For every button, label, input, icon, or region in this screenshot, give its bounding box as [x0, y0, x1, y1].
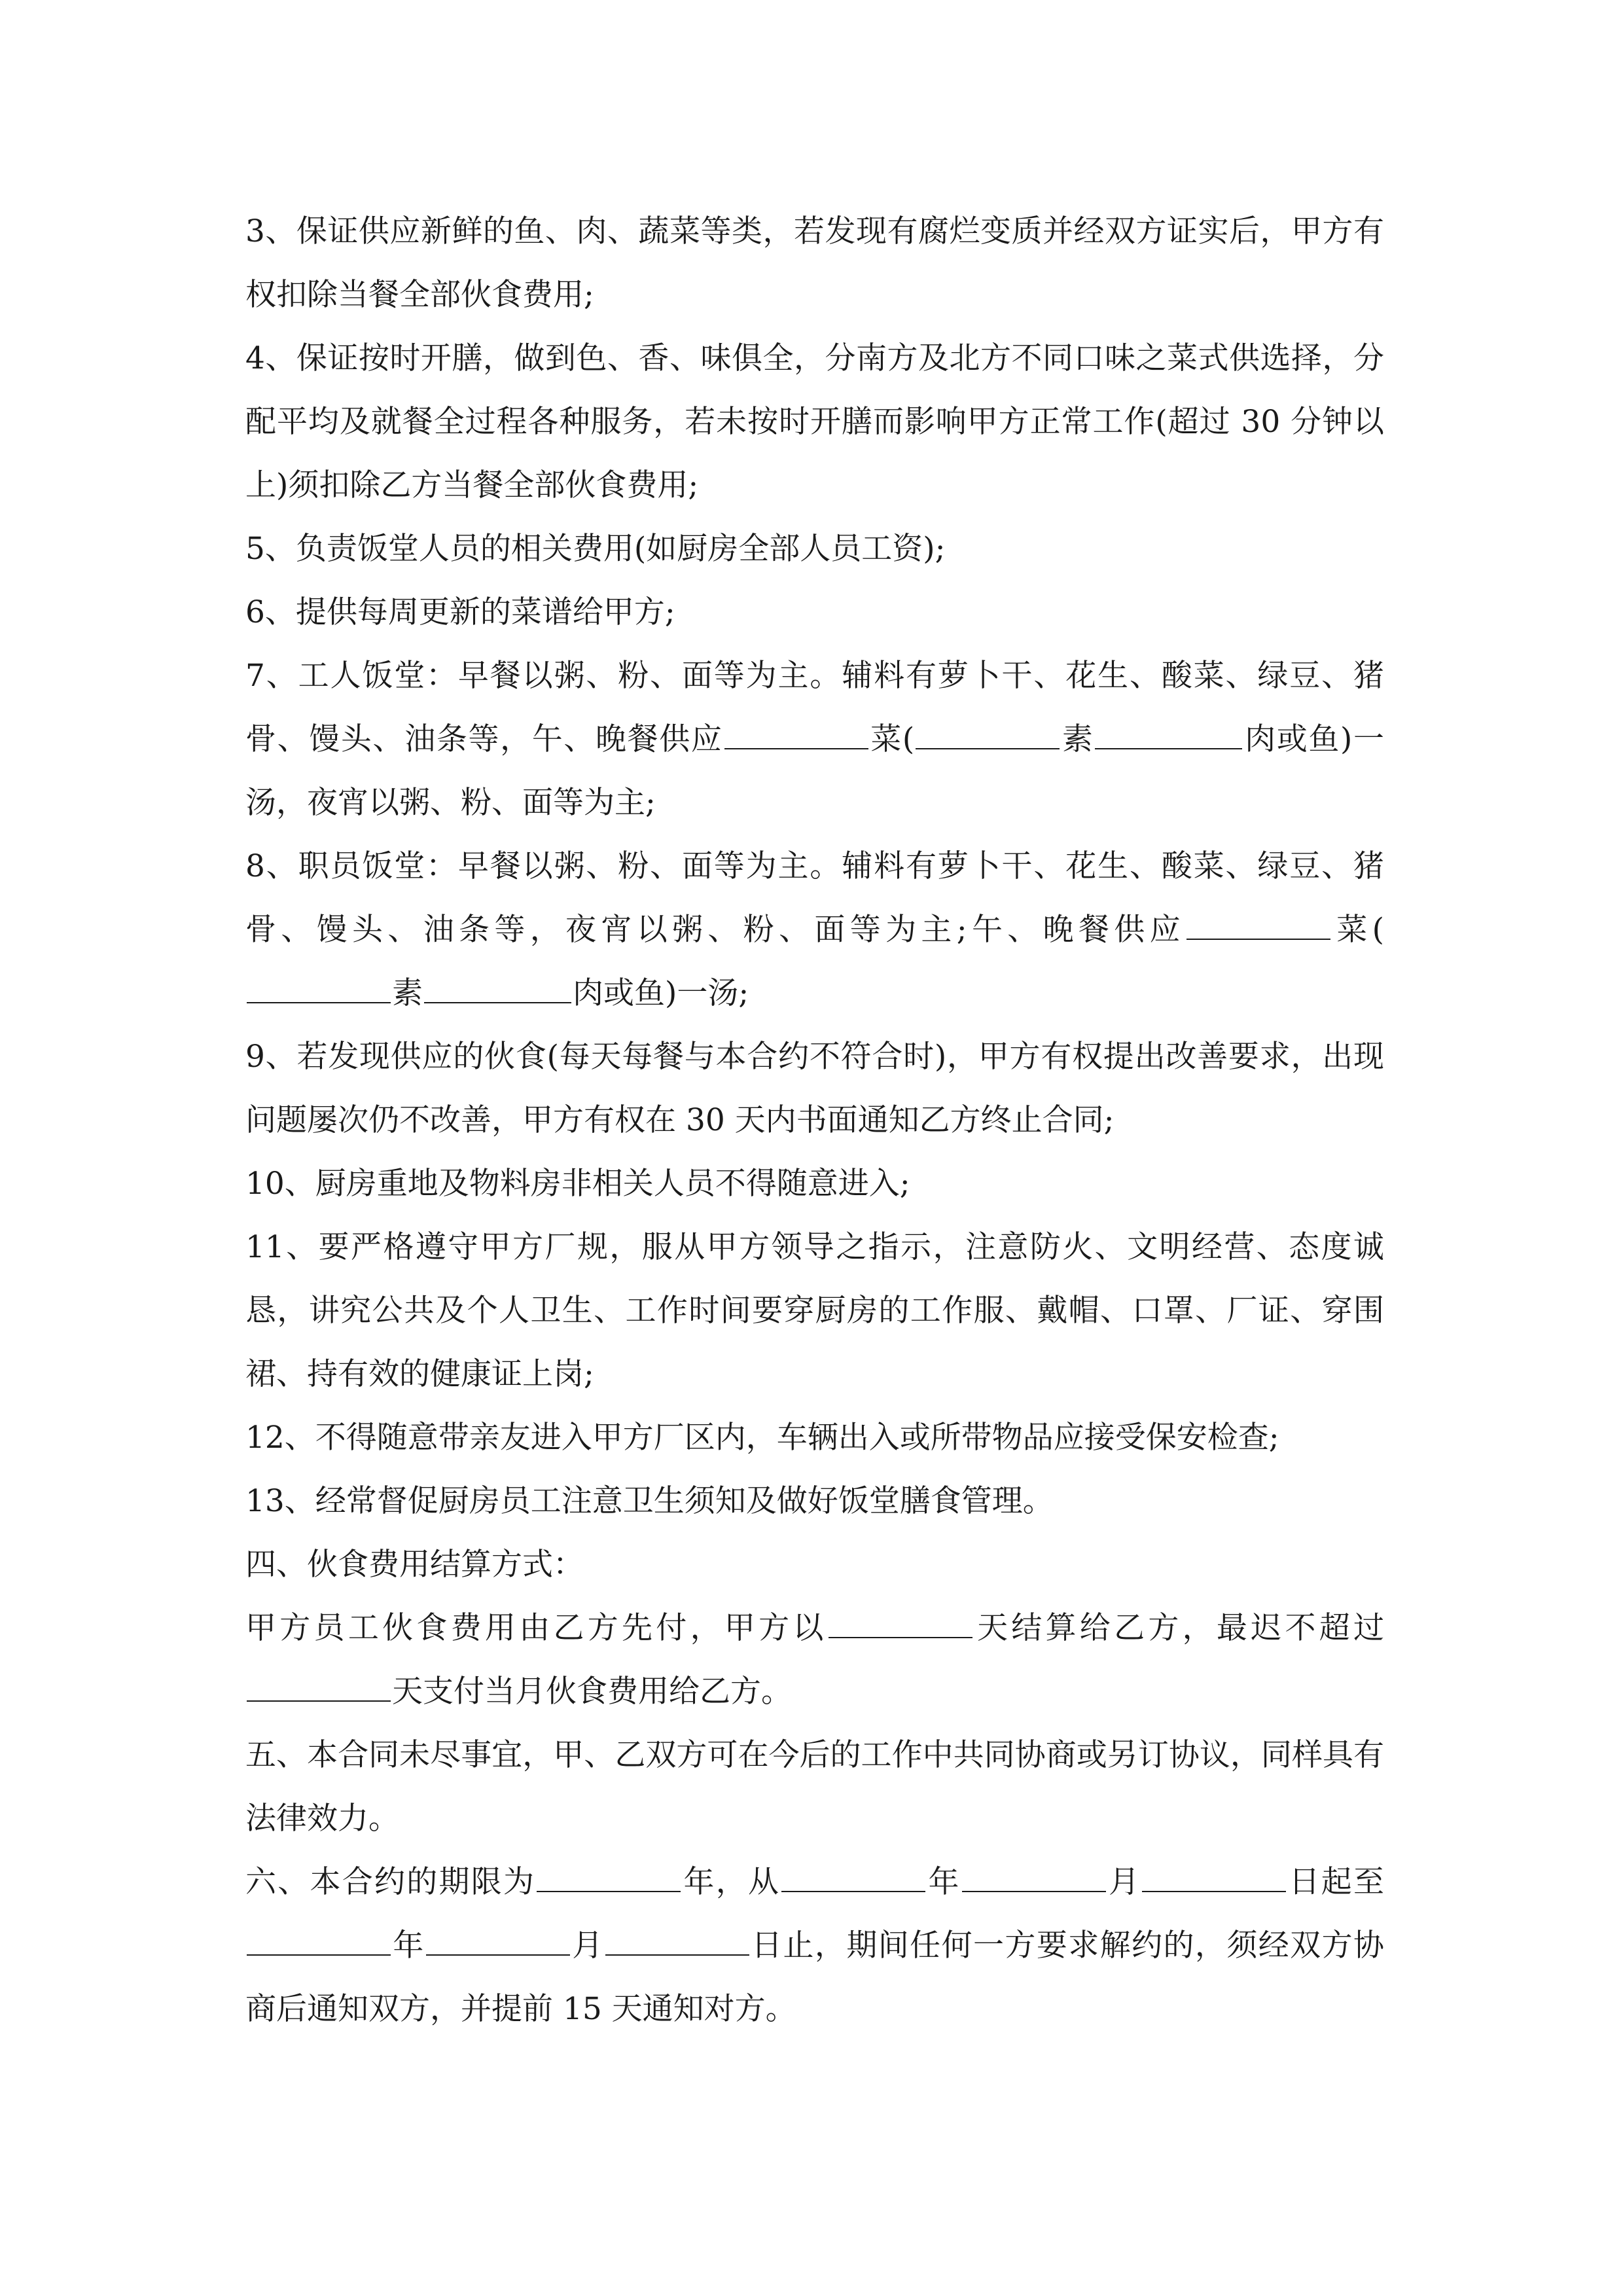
clause-10: 10、厨房重地及物料房非相关人员不得随意进入;	[245, 1166, 910, 1202]
blank-vegetable-count[interactable]	[916, 715, 1060, 749]
clause-8-text-2: 菜(	[1331, 912, 1384, 948]
clause-4: 4、保证按时开膳，做到色、香、味俱全，分南方及北方不同口味之菜式供选择，分配平均及就餐全过程各种服务，若未按时开膳而影响甲方正常工作(超过 30 分钟以上)须扣除乙方当餐全部伙食费用;	[245, 340, 1384, 503]
section-4-text-1: 甲方员工伙食费用由乙方先付，甲方以	[245, 1610, 827, 1646]
blank-start-day[interactable]	[1142, 1858, 1286, 1892]
section-6-text-5: 日起至	[1287, 1864, 1384, 1900]
clause-5: 5、负责饭堂人员的相关费用(如厨房全部人员工资);	[245, 531, 946, 567]
section-4-text-2: 天结算给乙方，最迟不超过	[973, 1610, 1385, 1646]
clause-8-text-3: 素	[392, 975, 423, 1011]
clause-7	[245, 644, 1384, 834]
contract-body	[245, 200, 1384, 2041]
section-6-text-2: 年，从	[682, 1864, 781, 1900]
clause-11: 11、要严格遵守甲方厂规，服从甲方领导之指示，注意防火、文明经营、态度诚恳，讲究公共及个人卫生、工作时间要穿厨房的工作服、戴帽、口罩、厂证、穿围裙、持有效的健康证上岗;	[245, 1229, 1384, 1392]
blank-term-years[interactable]	[537, 1858, 681, 1892]
clause-6: 6、提供每周更新的菜谱给甲方;	[245, 594, 675, 630]
section-4-heading: 四、伙食费用结算方式：	[245, 1547, 584, 1583]
clause-8-text-4: 肉或鱼)一汤;	[573, 975, 749, 1011]
clause-7-text-2: 菜(	[869, 721, 915, 757]
clause-9: 9、若发现供应的伙食(每天每餐与本合约不符合时)，甲方有权提出改善要求，出现问题屡次仍不改善，甲方有权在 30 天内书面通知乙方终止合同;	[245, 1039, 1384, 1138]
blank-start-year[interactable]	[781, 1858, 925, 1892]
clause-8	[245, 834, 1384, 1025]
blank-dish-count[interactable]	[724, 715, 868, 749]
clause-3: 3、保证供应新鲜的鱼、肉、蔬菜等类，若发现有腐烂变质并经双方证实后，甲方有权扣除当餐全部伙食费用;	[245, 213, 1384, 313]
clause-7-text-4: 肉或鱼)一汤，夜宵以粥、粉、面等为主;	[245, 721, 1385, 821]
section-6-text-6: 年	[392, 1928, 425, 1964]
clause-7-text-3: 素	[1061, 721, 1094, 757]
clause-13: 13、经常督促厨房员工注意卫生须知及做好饭堂膳食管理。	[245, 1483, 1054, 1519]
section-6-text-1: 六、本合约的期限为	[245, 1864, 536, 1900]
section-6-text-7: 月	[571, 1928, 604, 1964]
blank-start-month[interactable]	[962, 1858, 1106, 1892]
blank-meat-count[interactable]	[424, 969, 571, 1003]
blank-vegetable-count[interactable]	[247, 969, 391, 1003]
blank-end-day[interactable]	[605, 1922, 749, 1956]
blank-end-month[interactable]	[426, 1922, 570, 1956]
section-6-text-4: 月	[1107, 1864, 1141, 1900]
section-6	[245, 1850, 1384, 2041]
section-5: 五、本合同未尽事宜，甲、乙双方可在今后的工作中共同协商或另订协议，同样具有法律效力。	[245, 1737, 1384, 1837]
clause-7-text-1: 7、工人饭堂：早餐以粥、粉、面等为主。辅料有萝卜干、花生、酸菜、绿豆、猪骨、馒头、油条等，午、晚餐供应	[245, 658, 1384, 757]
clause-12: 12、不得随意带亲友进入甲方厂区内，车辆出入或所带物品应接受保安检查;	[245, 1420, 1279, 1456]
blank-end-year[interactable]	[247, 1922, 391, 1956]
section-4-body	[245, 1596, 1384, 1723]
blank-meat-count[interactable]	[1095, 715, 1242, 749]
blank-payment-days[interactable]	[247, 1668, 391, 1702]
clause-8-text-1: 8、职员饭堂：早餐以粥、粉、面等为主。辅料有萝卜干、花生、酸菜、绿豆、猪骨、馒头、油条等，夜宵以粥、粉、面等为主;午、晚餐供应	[245, 848, 1384, 948]
blank-settlement-days[interactable]	[829, 1604, 972, 1638]
section-6-text-8: 日止，期间任何一方要求解约的，须经双方协商后通知双方，并提前 15 天通知对方。	[245, 1928, 1385, 2027]
section-6-text-3: 年	[927, 1864, 961, 1900]
section-4-text-3: 天支付当月伙食费用给乙方。	[392, 1674, 792, 1710]
blank-dish-count[interactable]	[1186, 906, 1330, 940]
